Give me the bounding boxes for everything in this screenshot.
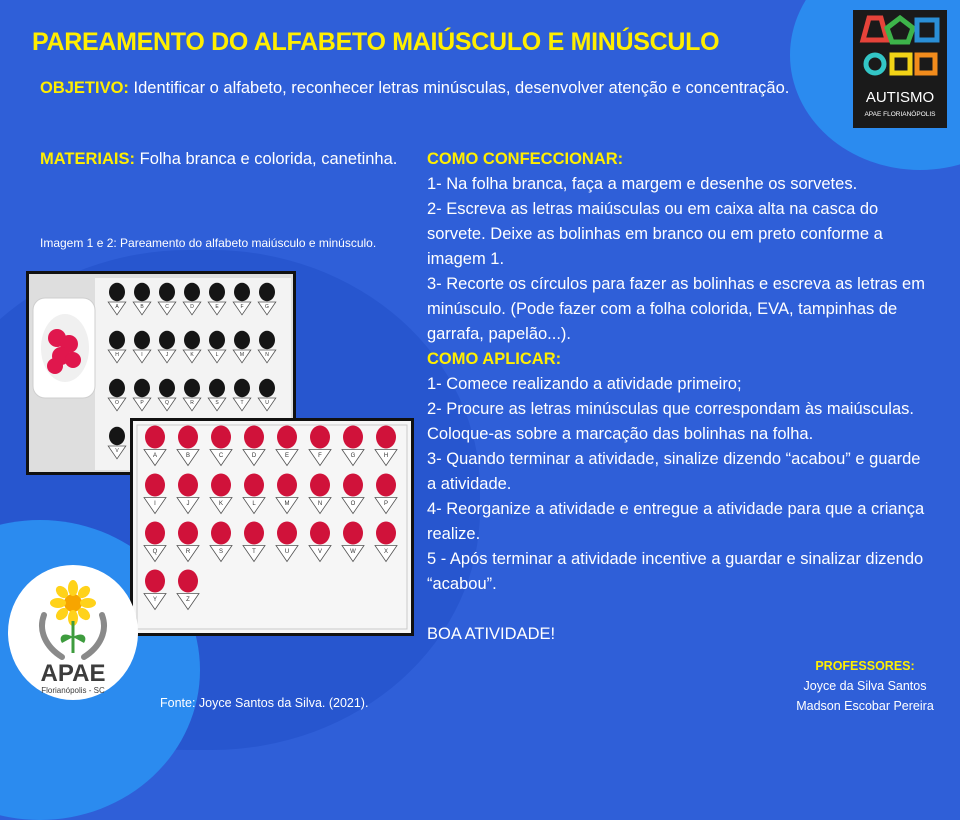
- svg-text:W: W: [350, 549, 356, 555]
- make-step: 1- Na folha branca, faça a margem e desenhe os sorvetes.: [427, 175, 858, 193]
- svg-text:V: V: [317, 549, 323, 555]
- svg-text:X: X: [383, 549, 389, 555]
- make-step: 2- Escreva as letras maiúsculas ou em caixa alta na casca do sorvete. Deixe as bolinhas em branco ou em preto conforme a imagem 1.: [427, 200, 883, 268]
- svg-text:D: D: [251, 453, 257, 459]
- apply-step: 4- Reorganize a atividade e entregue a atividade para que a criança realize.: [427, 500, 925, 543]
- apply-heading: COMO APLICAR:: [427, 350, 562, 368]
- svg-text:F: F: [318, 453, 322, 459]
- autismo-logo: [853, 10, 947, 128]
- svg-text:R: R: [190, 400, 194, 406]
- photo-2-drawing: [133, 421, 411, 633]
- svg-text:R: R: [185, 549, 191, 555]
- image-caption: Imagem 1 e 2: Pareamento do alfabeto maiúsculo e minúsculo.: [40, 236, 377, 250]
- svg-text:C: C: [218, 453, 224, 459]
- svg-text:Q: Q: [165, 400, 169, 406]
- professor-name: Joyce da Silva Santos: [803, 679, 927, 693]
- svg-text:J: J: [186, 501, 190, 507]
- svg-text:C: C: [165, 304, 169, 310]
- svg-text:S: S: [215, 400, 219, 406]
- apae-logo-sub: Florianópolis - SC: [41, 686, 105, 695]
- svg-text:A: A: [152, 453, 158, 459]
- svg-text:L: L: [215, 352, 219, 358]
- svg-text:O: O: [115, 400, 119, 406]
- svg-text:I: I: [154, 501, 156, 507]
- apae-logo-name: APAE: [40, 660, 106, 687]
- svg-text:O: O: [350, 501, 356, 507]
- professors: [788, 656, 942, 716]
- svg-text:H: H: [115, 352, 119, 358]
- svg-text:P: P: [140, 400, 144, 406]
- autismo-logo-name: AUTISMO: [865, 89, 935, 106]
- autismo-logo-icon: [853, 10, 947, 128]
- svg-text:L: L: [252, 501, 256, 507]
- svg-text:B: B: [185, 453, 191, 459]
- svg-text:Z: Z: [186, 597, 190, 603]
- svg-text:G: G: [350, 453, 356, 459]
- svg-text:M: M: [239, 352, 245, 358]
- closing-text: BOA ATIVIDADE!: [427, 625, 556, 643]
- svg-text:D: D: [190, 304, 194, 310]
- svg-text:B: B: [140, 304, 144, 310]
- svg-text:V: V: [115, 448, 119, 454]
- svg-text:H: H: [383, 453, 389, 459]
- svg-text:S: S: [218, 549, 224, 555]
- instructions: [427, 147, 927, 647]
- svg-text:I: I: [141, 352, 143, 358]
- svg-text:E: E: [284, 453, 290, 459]
- page-title: PAREAMENTO DO ALFABETO MAIÚSCULO E MINÚSCULO: [32, 28, 720, 56]
- materials: [40, 147, 398, 172]
- apply-step: 1- Comece realizando a atividade primeiro;: [427, 375, 742, 393]
- svg-text:K: K: [218, 501, 224, 507]
- svg-text:T: T: [252, 549, 256, 555]
- autismo-logo-sub: APAE FLORIANÓPOLIS: [864, 111, 936, 118]
- apply-step: 3- Quando terminar a atividade, sinalize dizendo “acabou” e guarde a atividade.: [427, 450, 921, 493]
- svg-text:M: M: [284, 501, 290, 507]
- svg-text:N: N: [265, 352, 269, 358]
- svg-text:U: U: [265, 400, 269, 406]
- svg-text:U: U: [284, 549, 290, 555]
- make-heading: COMO CONFECCIONAR:: [427, 150, 624, 168]
- professor-name: Madson Escobar Pereira: [796, 699, 934, 713]
- materials-label: MATERIAIS:: [40, 150, 136, 168]
- svg-text:G: G: [265, 304, 269, 310]
- svg-text:P: P: [383, 501, 389, 507]
- apae-logo: [8, 565, 138, 700]
- objective-text: Identificar o alfabeto, reconhecer letras minúsculas, desenvolver atenção e concentração.: [133, 79, 790, 97]
- professors-heading: PROFESSORES:: [815, 659, 915, 673]
- make-step: 3- Recorte os círculos para fazer as bolinhas e escreva as letras em minúsculo. (Pode fazer com a folha colorida, EVA, tampinhas de garrafa, papelão...).: [427, 275, 925, 343]
- apply-step: 5 - Após terminar a atividade incentive a guardar e sinalizar dizendo “acabou”.: [427, 550, 924, 593]
- source-credit: Fonte: Joyce Santos da Silva. (2021).: [160, 696, 369, 710]
- svg-text:K: K: [190, 352, 194, 358]
- svg-text:A: A: [115, 304, 119, 310]
- svg-text:Y: Y: [152, 597, 158, 603]
- materials-text: Folha branca e colorida, canetinha.: [139, 150, 398, 168]
- svg-text:Q: Q: [152, 549, 158, 555]
- apply-step: 2- Procure as letras minúsculas que correspondam às maiúsculas. Coloque-as sobre a marcação das bolinhas na folha.: [427, 400, 914, 443]
- svg-text:F: F: [240, 304, 244, 310]
- svg-text:J: J: [165, 352, 169, 358]
- svg-text:E: E: [215, 304, 219, 310]
- photo-activity-2: [130, 418, 414, 636]
- objective-label: OBJETIVO:: [40, 79, 129, 97]
- svg-text:T: T: [240, 400, 244, 406]
- svg-text:N: N: [317, 501, 323, 507]
- objective: [40, 76, 802, 101]
- apae-flower-icon: [8, 565, 138, 700]
